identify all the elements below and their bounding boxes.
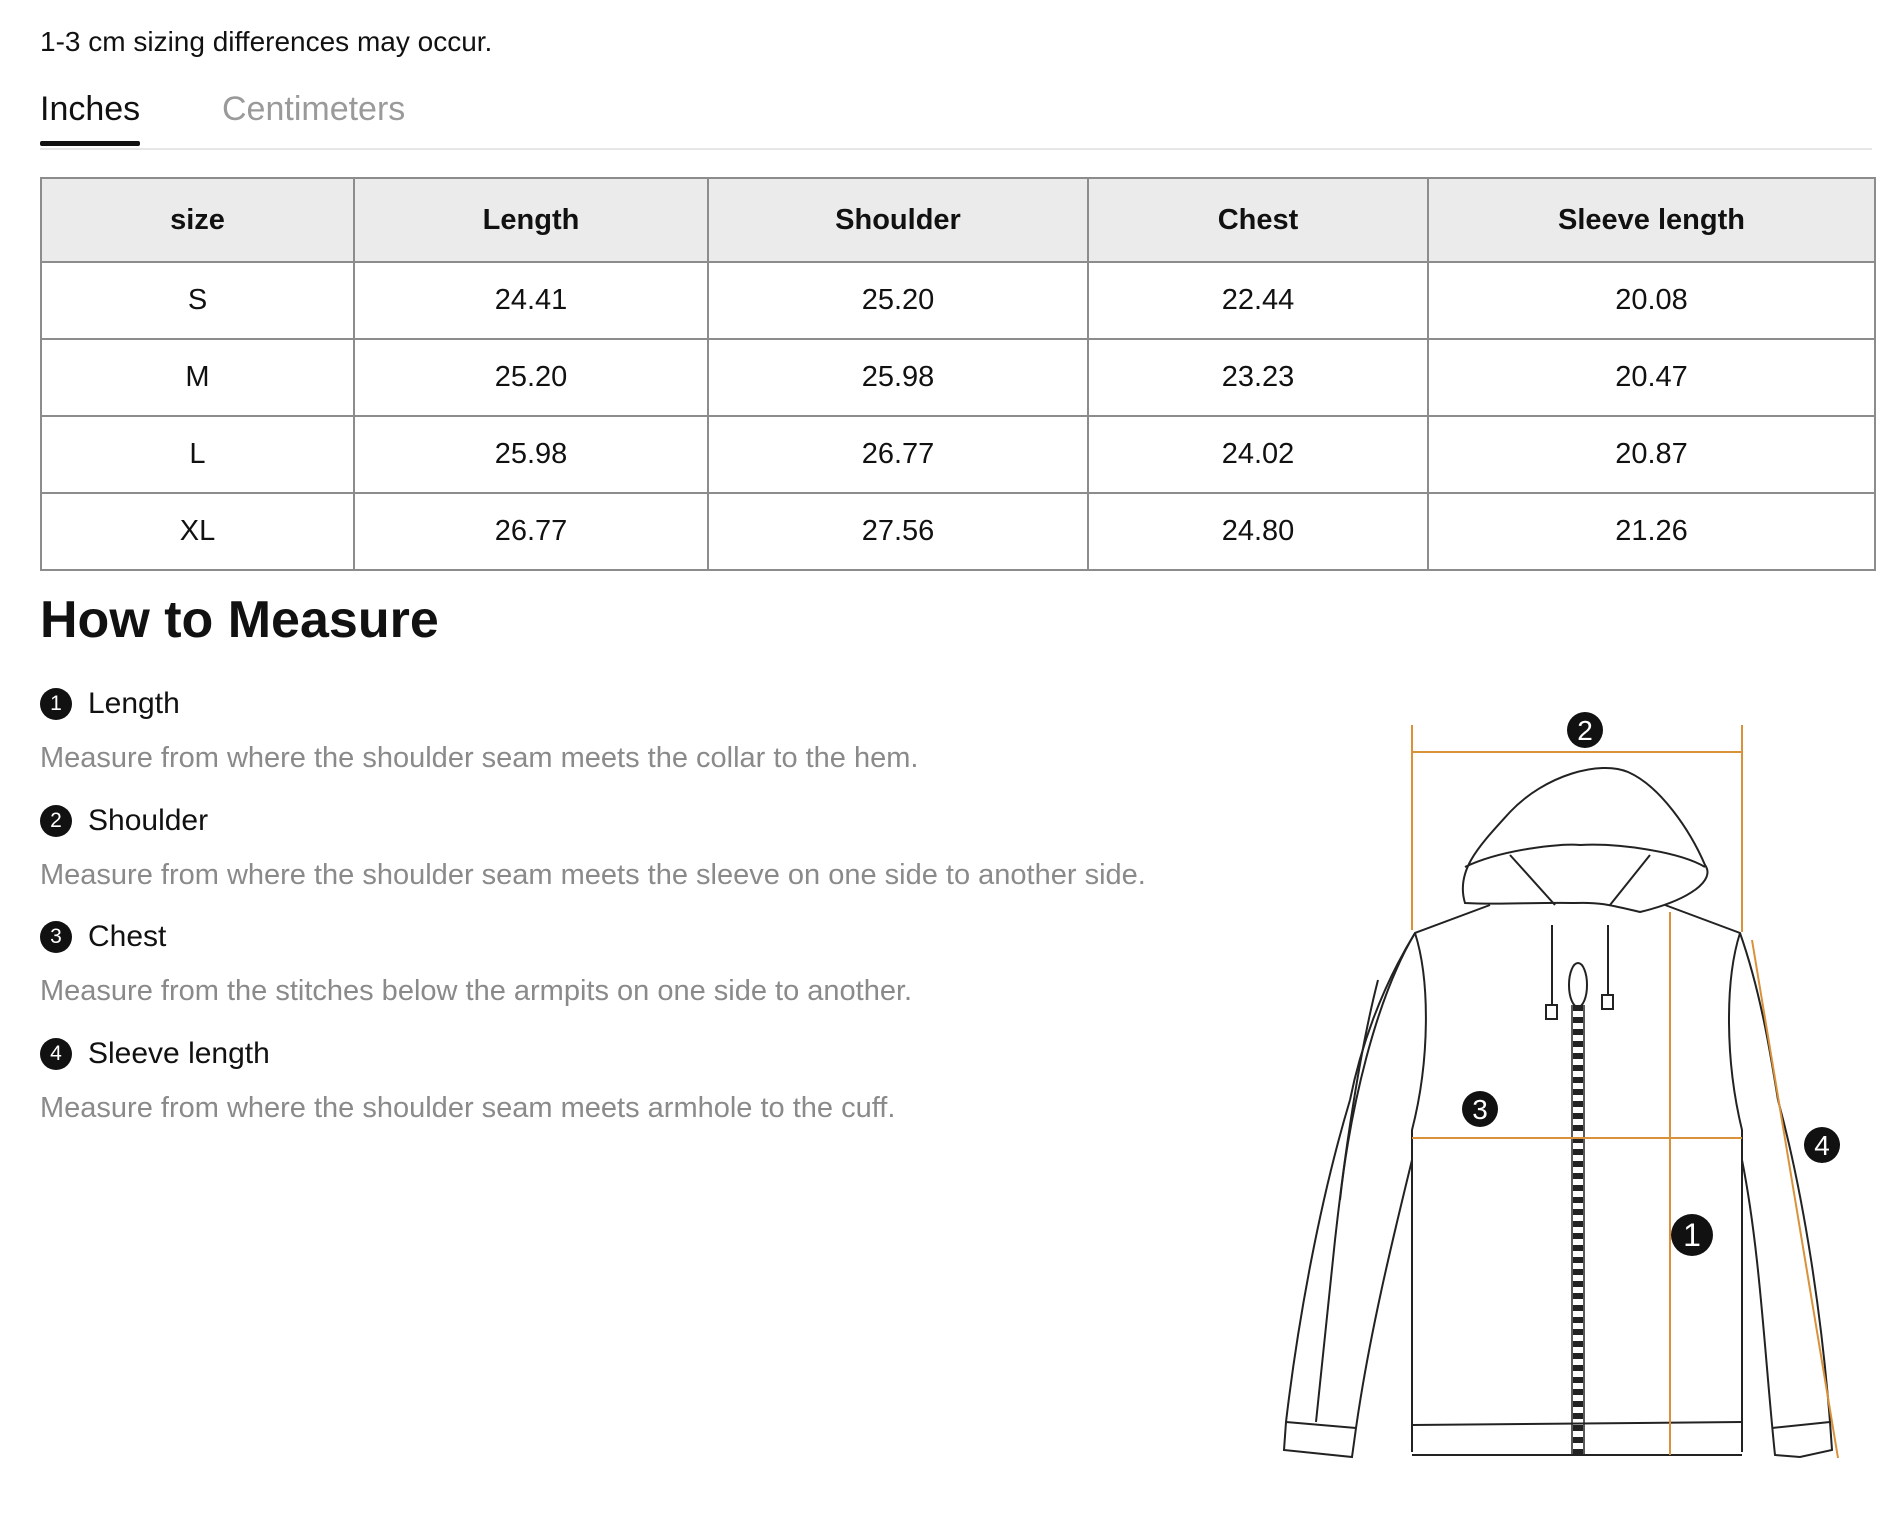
measure-desc-length: Measure from where the shoulder seam meets the collar to the hem. <box>40 742 919 774</box>
measure-item-length <box>40 684 180 724</box>
header-shoulder: Shoulder <box>708 178 1088 262</box>
hoodie-measurement-illustration <box>1270 700 1880 1480</box>
measure-label: Sleeve length <box>88 1037 270 1070</box>
table-row <box>41 416 1875 493</box>
table-cell: M <box>41 339 354 416</box>
table-cell: 25.98 <box>708 339 1088 416</box>
measure-label: Shoulder <box>88 804 209 837</box>
table-cell: S <box>41 262 354 339</box>
table-cell: 26.77 <box>708 416 1088 493</box>
header-sleeve-length: Sleeve length <box>1428 178 1875 262</box>
how-to-measure-title: How to Measure <box>40 591 439 649</box>
marker-2-label: 2 <box>1577 715 1593 746</box>
marker-3-label: 3 <box>1472 1094 1488 1125</box>
measure-label: Chest <box>88 920 167 953</box>
measure-desc-shoulder: Measure from where the shoulder seam meets the sleeve on one side to another side. <box>40 859 1146 891</box>
table-cell: 24.80 <box>1088 493 1428 570</box>
table-cell: 23.23 <box>1088 339 1428 416</box>
marker-4-label: 4 <box>1814 1130 1830 1161</box>
header-size: size <box>41 178 354 262</box>
number-1-icon: 1 <box>40 688 72 720</box>
measure-item-chest <box>40 917 166 957</box>
table-cell: L <box>41 416 354 493</box>
table-cell: 25.20 <box>708 262 1088 339</box>
table-cell: 25.20 <box>354 339 708 416</box>
measure-label: Length <box>88 687 180 720</box>
marker-1-label: 1 <box>1683 1217 1701 1253</box>
number-4-icon: 4 <box>40 1038 72 1070</box>
sizing-note: 1-3 cm sizing differences may occur. <box>40 26 493 57</box>
table-row <box>41 339 1875 416</box>
table-cell: 21.26 <box>1428 493 1875 570</box>
measure-desc-chest: Measure from the stitches below the armpits on one side to another. <box>40 975 913 1007</box>
table-row <box>41 493 1875 570</box>
size-table <box>40 177 1876 571</box>
table-cell: 24.41 <box>354 262 708 339</box>
table-cell: 20.87 <box>1428 416 1875 493</box>
measure-item-sleeve-length <box>40 1034 270 1074</box>
table-cell: 20.47 <box>1428 339 1875 416</box>
table-cell: 22.44 <box>1088 262 1428 339</box>
number-3-icon: 3 <box>40 921 72 953</box>
table-cell: 26.77 <box>354 493 708 570</box>
table-cell: 20.08 <box>1428 262 1875 339</box>
measure-item-shoulder <box>40 801 208 841</box>
tab-centimeters[interactable]: Centimeters <box>222 90 406 128</box>
table-cell: 24.02 <box>1088 416 1428 493</box>
measure-desc-sleeve-length: Measure from where the shoulder seam meets armhole to the cuff. <box>40 1092 896 1124</box>
header-chest: Chest <box>1088 178 1428 262</box>
number-2-icon: 2 <box>40 805 72 837</box>
header-length: Length <box>354 178 708 262</box>
unit-tabs <box>40 86 1872 150</box>
table-cell: XL <box>41 493 354 570</box>
table-header-row <box>41 178 1875 262</box>
tab-inches[interactable]: Inches <box>40 90 140 143</box>
table-row <box>41 262 1875 339</box>
table-cell: 27.56 <box>708 493 1088 570</box>
table-cell: 25.98 <box>354 416 708 493</box>
